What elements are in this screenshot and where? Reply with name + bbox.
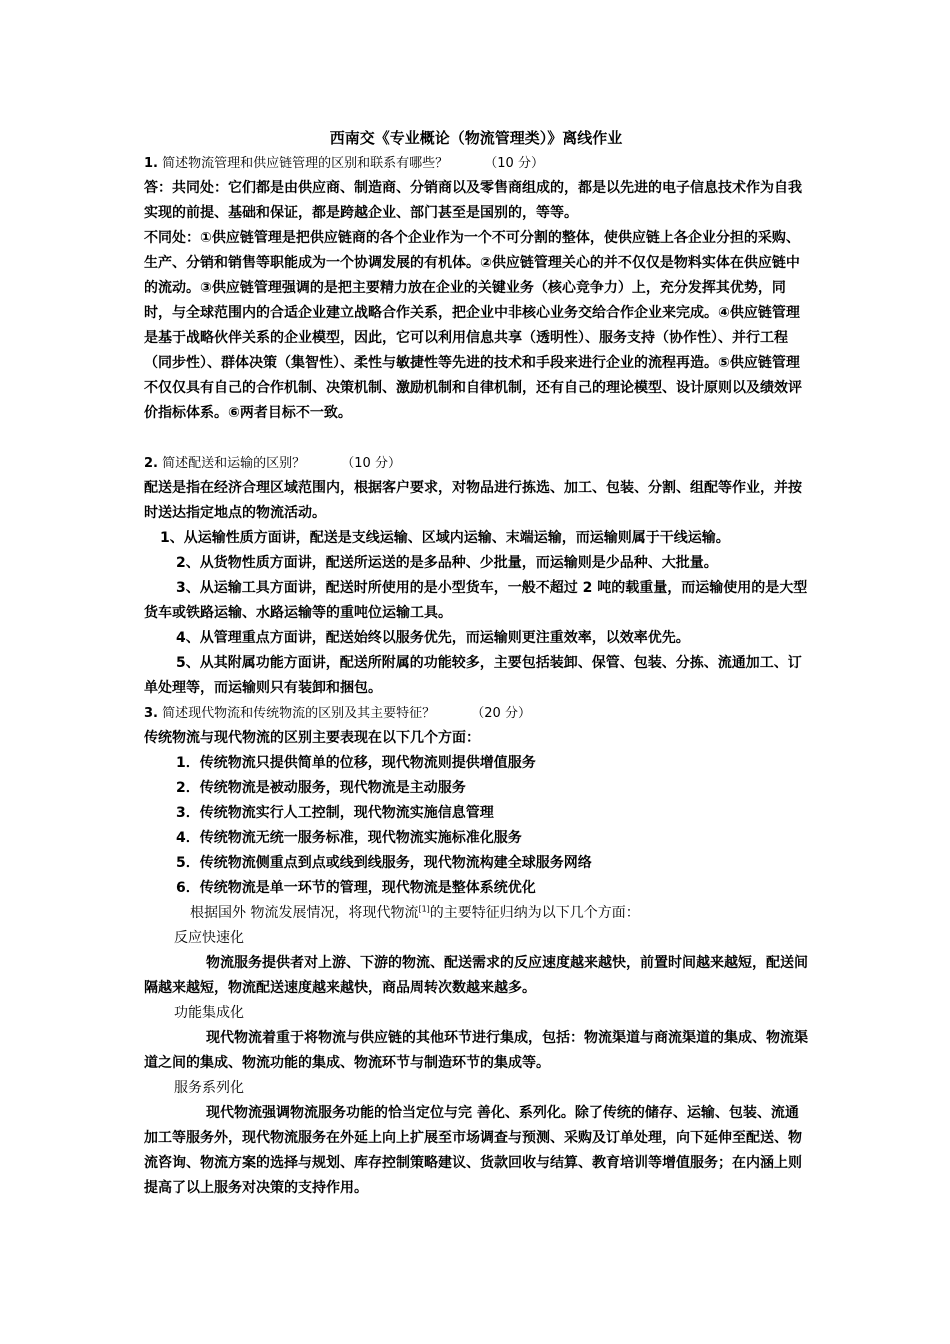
- feature-3-text: 现代物流强调物流服务功能的恰当定位与完 善化、系列化。除了传统的储存、运输、包装、流通加工等服务外，现代物流服务在外延上向上扩展至市场调查与预测、采购及订单处理，向下延伸至配送、物流咨询、物流方案的选择与规划、库存控制策略建议、货款回收与结算、教育培训等增值服务；在内涵上则提高了以上服务对决策的支持作用。: [144, 1105, 802, 1196]
- features-lead: [144, 901, 808, 926]
- question-3: [144, 701, 808, 726]
- question-3-score: （20 分）: [471, 706, 531, 721]
- question-2: [144, 451, 808, 476]
- question-2-number: 2.: [144, 456, 158, 471]
- feature-1-text: 物流服务提供者对上游、下游的物流、配送需求的反应速度越来越快，前置时间越来越短，配送间隔越来越短，物流配送速度越来越快，商品周转次数越来越多。: [144, 955, 808, 996]
- question-2-score: （10 分）: [341, 456, 401, 471]
- answer-1-common: 答：共同处：它们都是由供应商、制造商、分销商以及零售商组成的，都是以先进的电子信息技术作为自我实现的前提、基础和保证，都是跨越企业、部门甚至是国别的，等等。: [144, 180, 802, 221]
- answer-3-list-item: 1．传统物流只提供简单的位移，现代物流则提供增值服务: [176, 755, 536, 771]
- question-2-text: 简述配送和运输的区别？: [162, 456, 306, 471]
- features-lead-text-end: 的主要特征归纳为以下几个方面：: [429, 905, 640, 921]
- answer-3-list-item: 5．传统物流侧重点到点或线到线服务，现代物流构建全球服务网络: [176, 855, 592, 871]
- feature-2-text: 现代物流着重于将物流与供应链的其他环节进行集成，包括：物流渠道与商流渠道的集成、物流渠道之间的集成、物流功能的集成、物流环节与制造环节的集成等。: [144, 1030, 808, 1071]
- answer-2-definition: 配送是指在经济合理区域范围内，根据客户要求，对物品进行拣选、加工、包装、分割、组配等作业，并按时送达指定地点的物流活动。: [144, 480, 802, 521]
- answer-1-differences: 不同处：①供应链管理是把供应链商的各个企业作为一个不可分割的整体，使供应链上各企业分担的采购、生产、分销和销售等职能成为一个协调发展的有机体。②供应链管理关心的并不仅仅是物料实体在供应链中的流动。③供应链管理强调的是把主要精力放在企业的关键业务（核心竞争力）上，充分发挥其优势，同时，与全球范围内的合适企业建立战略合作关系，把企业中非核心业务交给合作企业来完成。④供应链管理是基于战略伙伴关系的企业模型，因此，它可以利用信息共享（透明性）、服务支持（协作性）、并行工程（同步性）、群体决策（集智性）、柔性与敏捷性等先进的技术和手段来进行企业的流程再造。⑤供应链管理不仅仅具有自己的合作机制、决策机制、激励机制和自律机制，还有自己的理论模型、设计原则以及绩效评价指标体系。⑥两者目标不一致。: [144, 230, 802, 421]
- features-lead-text: 根据国外 物流发展情况，将现代物流: [190, 905, 419, 921]
- question-1-text: 简述物流管理和供应链管理的区别和联系有哪些？: [162, 156, 449, 171]
- question-3-text: 简述现代物流和传统物流的区别及其主要特征？: [162, 706, 436, 721]
- feature-1-title: 反应快速化: [174, 930, 244, 946]
- citation-marker: [1]: [418, 904, 430, 914]
- question-3-number: 3.: [144, 706, 158, 721]
- feature-2-title: 功能集成化: [174, 1005, 244, 1021]
- answer-2-item: 5、从其附属功能方面讲，配送所附属的功能较多，主要包括装卸、保管、包装、分拣、流通加工、订单处理等，而运输则只有装卸和捆包。: [144, 655, 802, 696]
- document-title: 西南交《专业概论（物流管理类）》离线作业: [329, 129, 623, 147]
- question-1: [144, 151, 808, 176]
- answer-2-item: 2、从货物性质方面讲，配送所运送的是多品种、少批量，而运输则是少品种、大批量。: [176, 555, 718, 571]
- answer-2-item: 4、从管理重点方面讲，配送始终以服务优先，而运输则更注重效率，以效率优先。: [176, 630, 690, 646]
- answer-2-item: 1、从运输性质方面讲，配送是支线运输、区域内运输、末端运输，而运输则属于干线运输。: [160, 530, 730, 546]
- blank-line: [144, 426, 808, 451]
- answer-3-list-item: 2．传统物流是被动服务，现代物流是主动服务: [176, 780, 466, 796]
- answer-2-item: 3、从运输工具方面讲，配送时所使用的是小型货车，一般不超过 2 吨的载重量，而运输使用的是大型货车或铁路运输、水路运输等的重吨位运输工具。: [144, 580, 808, 621]
- document-body: [144, 126, 808, 1201]
- answer-3-intro: 传统物流与现代物流的区别主要表现在以下几个方面：: [144, 730, 480, 746]
- question-1-number: 1.: [144, 156, 158, 171]
- answer-3-list-item: 3．传统物流实行人工控制，现代物流实施信息管理: [176, 805, 494, 821]
- question-1-score: （10 分）: [484, 156, 544, 171]
- answer-3-list-item: 6．传统物流是单一环节的管理，现代物流是整体系统优化: [176, 880, 536, 896]
- feature-3-title: 服务系列化: [174, 1080, 244, 1096]
- answer-3-list-item: 4．传统物流无统一服务标准，现代物流实施标准化服务: [176, 830, 522, 846]
